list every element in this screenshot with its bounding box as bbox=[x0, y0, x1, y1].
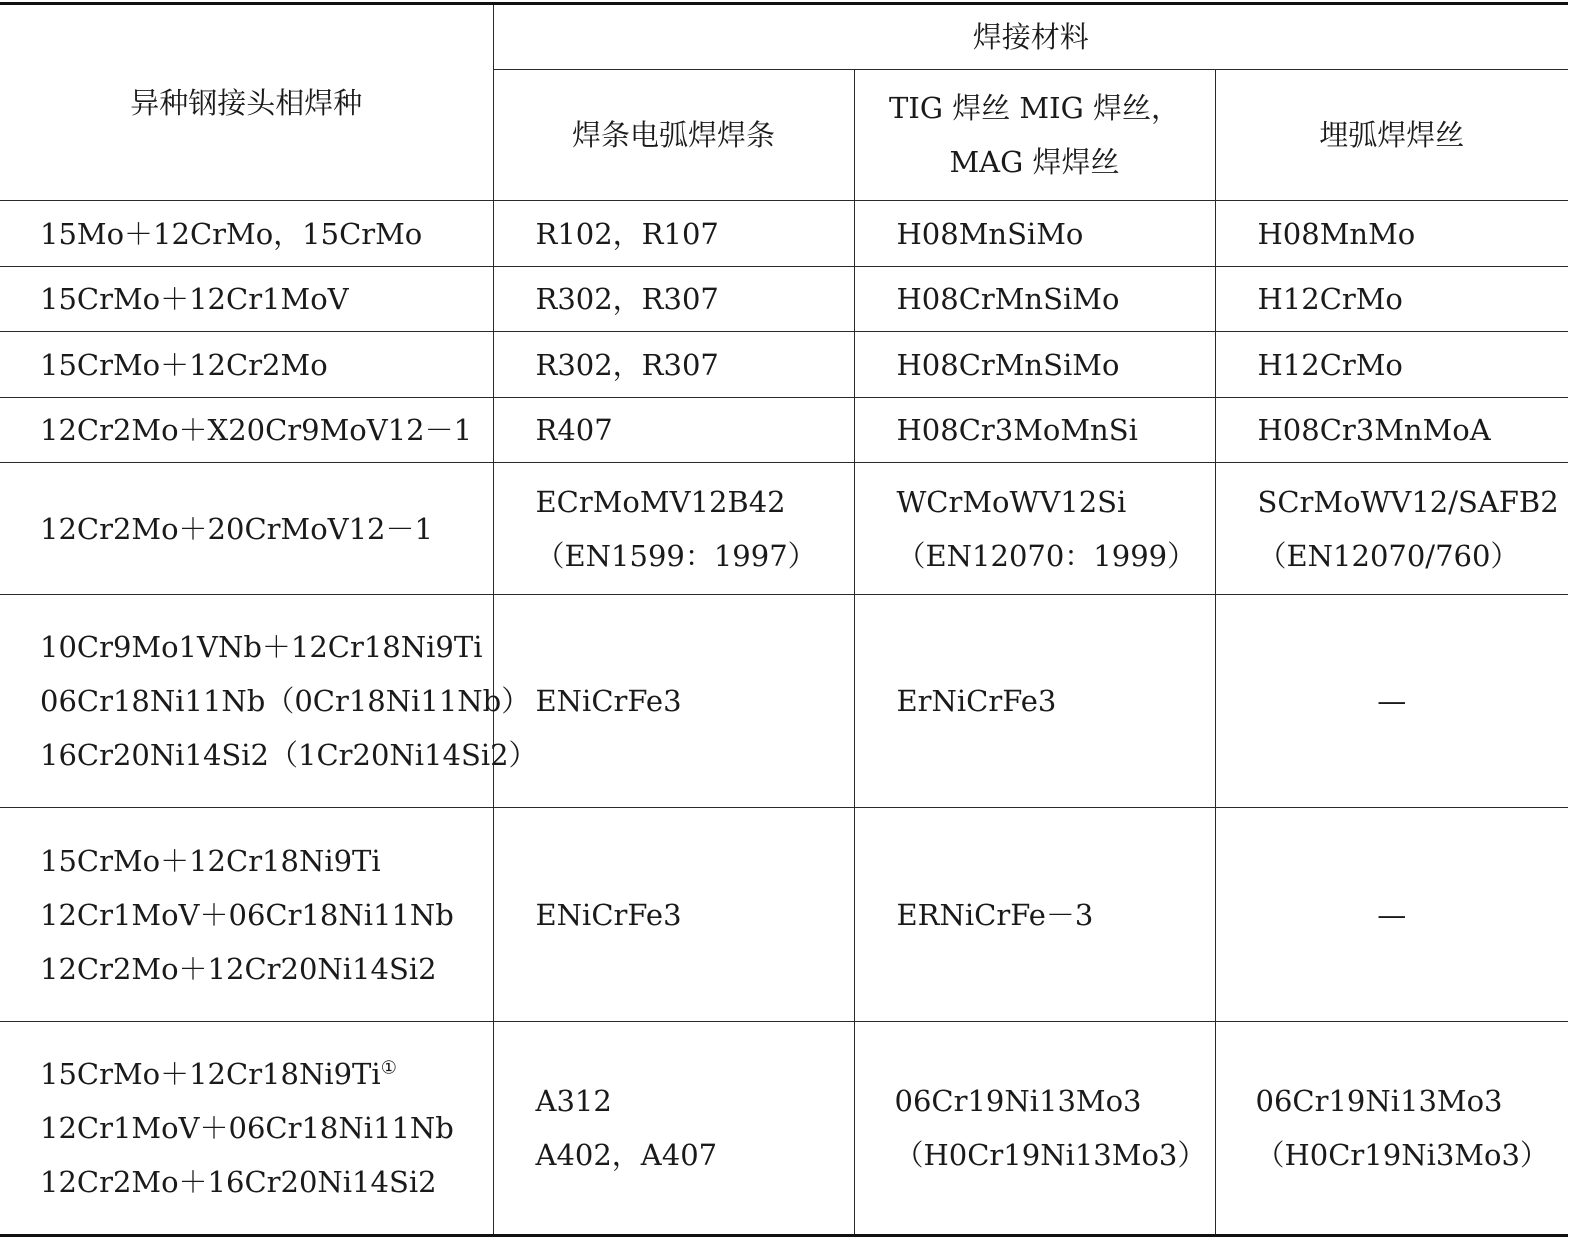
electrode-standard-text: （EN1599：1997） bbox=[535, 538, 817, 573]
joint-text: 15CrMo＋12Cr18Ni9Ti bbox=[40, 843, 381, 878]
gas-wire-cell bbox=[854, 595, 1215, 808]
saw-wire-text: H12CrMo bbox=[1257, 347, 1403, 382]
saw-wire-dash: — bbox=[1377, 897, 1407, 932]
electrode-text: ENiCrFe3 bbox=[535, 684, 682, 718]
header-electrode bbox=[493, 70, 854, 201]
table-row bbox=[0, 808, 1568, 1022]
electrode-text: R102，R107 bbox=[535, 216, 719, 251]
table-row bbox=[0, 595, 1568, 808]
electrode-cell bbox=[493, 201, 854, 267]
joint-cell bbox=[0, 1022, 493, 1236]
header-saw-wire bbox=[1215, 70, 1568, 201]
gas-wire-alt-text: （H0Cr19Ni13Mo3） bbox=[894, 1138, 1207, 1172]
gas-wire-cell bbox=[854, 267, 1215, 332]
table-row bbox=[0, 1022, 1568, 1236]
joint-text: 10Cr9Mo1VNb＋12Cr18Ni9Ti bbox=[40, 630, 483, 664]
saw-wire-cell bbox=[1215, 1022, 1568, 1236]
joint-cell bbox=[0, 267, 493, 332]
saw-wire-cell bbox=[1215, 398, 1568, 463]
electrode-cell bbox=[493, 267, 854, 332]
electrode-cell bbox=[493, 463, 854, 595]
electrode-cell bbox=[493, 332, 854, 398]
saw-wire-cell bbox=[1215, 463, 1568, 595]
header-welding-materials bbox=[493, 4, 1568, 70]
saw-wire-text: SCrMoWV12/SAFB2 bbox=[1257, 484, 1559, 519]
header-electrode-label: 焊条电弧焊焊条 bbox=[571, 118, 775, 152]
table-row bbox=[0, 332, 1568, 398]
gas-wire-cell bbox=[854, 808, 1215, 1022]
gas-wire-cell bbox=[854, 332, 1215, 398]
electrode-cell bbox=[493, 1022, 854, 1236]
saw-wire-alt-text: （H0Cr19Ni3Mo3） bbox=[1255, 1138, 1549, 1172]
joint-cell bbox=[0, 201, 493, 267]
electrode-cell bbox=[493, 595, 854, 808]
joint-cell bbox=[0, 332, 493, 398]
electrode-text: ENiCrFe3 bbox=[535, 897, 682, 932]
header-gas-wire bbox=[854, 70, 1215, 201]
saw-wire-cell bbox=[1215, 201, 1568, 267]
header-gas-wire-line1: TIG 焊丝 MIG 焊丝， bbox=[889, 91, 1180, 125]
joint-cell bbox=[0, 398, 493, 463]
joint-text: 15CrMo＋12Cr2Mo bbox=[40, 347, 328, 382]
electrode-text: R407 bbox=[535, 413, 613, 447]
gas-wire-cell bbox=[854, 398, 1215, 463]
saw-wire-text: 06Cr19Ni13Mo3 bbox=[1255, 1084, 1503, 1118]
joint-cell bbox=[0, 808, 493, 1022]
saw-wire-text: H12CrMo bbox=[1257, 282, 1403, 316]
saw-wire-cell bbox=[1215, 332, 1568, 398]
joint-text: 12Cr1MoV＋06Cr18Ni11Nb bbox=[40, 897, 454, 932]
header-gas-wire-line2: MAG 焊焊丝 bbox=[949, 145, 1120, 179]
gas-wire-standard-text: （EN12070：1999） bbox=[896, 538, 1197, 573]
header-row-group bbox=[0, 4, 1568, 70]
saw-wire-standard-text: （EN12070/760） bbox=[1257, 538, 1520, 573]
joint-text: 15CrMo＋12Cr1MoV bbox=[40, 282, 349, 316]
gas-wire-text: ErNiCrFe3 bbox=[896, 684, 1057, 718]
joint-cell bbox=[0, 595, 538, 808]
electrode-text: ECrMoMV12B42 bbox=[535, 484, 786, 519]
joint-text: 12Cr2Mo＋20CrMoV12－1 bbox=[40, 511, 433, 546]
gas-wire-cell bbox=[854, 1022, 1215, 1236]
gas-wire-text: ERNiCrFe－3 bbox=[896, 897, 1094, 932]
welding-materials-table bbox=[0, 2, 1568, 1237]
joint-text: 12Cr2Mo＋16Cr20Ni14Si2 bbox=[40, 1165, 437, 1199]
table-row bbox=[0, 398, 1568, 463]
saw-wire-text: H08Cr3MnMoA bbox=[1257, 413, 1491, 447]
table-row bbox=[0, 463, 1568, 595]
saw-wire-cell bbox=[1215, 267, 1568, 332]
footnote-marker: ① bbox=[380, 1057, 397, 1079]
electrode-text: A312 bbox=[535, 1084, 612, 1118]
header-welding-materials-label: 焊接材料 bbox=[972, 20, 1089, 54]
header-joint-type-label: 异种钢接头相焊种 bbox=[130, 85, 363, 120]
joint-text: 12Cr2Mo＋X20Cr9MoV12－1 bbox=[40, 413, 473, 447]
joint-text-with-note bbox=[40, 1047, 493, 1101]
gas-wire-cell bbox=[854, 201, 1215, 267]
joint-text: 12Cr1MoV＋06Cr18Ni11Nb bbox=[40, 1111, 454, 1145]
header-joint-type bbox=[0, 4, 493, 201]
gas-wire-text: 06Cr19Ni13Mo3 bbox=[894, 1084, 1142, 1118]
joint-text: 15Mo＋12CrMo，15CrMo bbox=[40, 216, 423, 251]
saw-wire-dash: — bbox=[1377, 684, 1407, 718]
joint-cell bbox=[0, 463, 493, 595]
electrode-text: R302，R307 bbox=[535, 347, 719, 382]
saw-wire-cell bbox=[1215, 808, 1568, 1022]
electrode-cell bbox=[493, 808, 854, 1022]
gas-wire-text: H08CrMnSiMo bbox=[896, 282, 1120, 316]
gas-wire-cell bbox=[854, 463, 1215, 595]
gas-wire-text: H08Cr3MoMnSi bbox=[896, 413, 1138, 447]
joint-text: 16Cr20Ni14Si2（1Cr20Ni14Si2） bbox=[40, 738, 538, 772]
electrode-text: A402，A407 bbox=[535, 1138, 718, 1172]
table-row bbox=[0, 267, 1568, 332]
gas-wire-text: WCrMoWV12Si bbox=[896, 484, 1127, 519]
header-saw-wire-label: 埋弧焊焊丝 bbox=[1319, 118, 1465, 152]
electrode-text: R302，R307 bbox=[535, 282, 719, 316]
gas-wire-text: H08CrMnSiMo bbox=[896, 347, 1120, 382]
gas-wire-text: H08MnSiMo bbox=[896, 216, 1084, 251]
saw-wire-cell bbox=[1215, 595, 1568, 808]
joint-text: 06Cr18Ni11Nb（0Cr18Ni11Nb） bbox=[40, 684, 531, 718]
saw-wire-text: H08MnMo bbox=[1257, 216, 1416, 251]
table-row bbox=[0, 201, 1568, 267]
joint-text: 12Cr2Mo＋12Cr20Ni14Si2 bbox=[40, 951, 437, 986]
electrode-cell bbox=[493, 398, 854, 463]
joint-text: 15CrMo＋12Cr18Ni9Ti bbox=[40, 1057, 381, 1091]
